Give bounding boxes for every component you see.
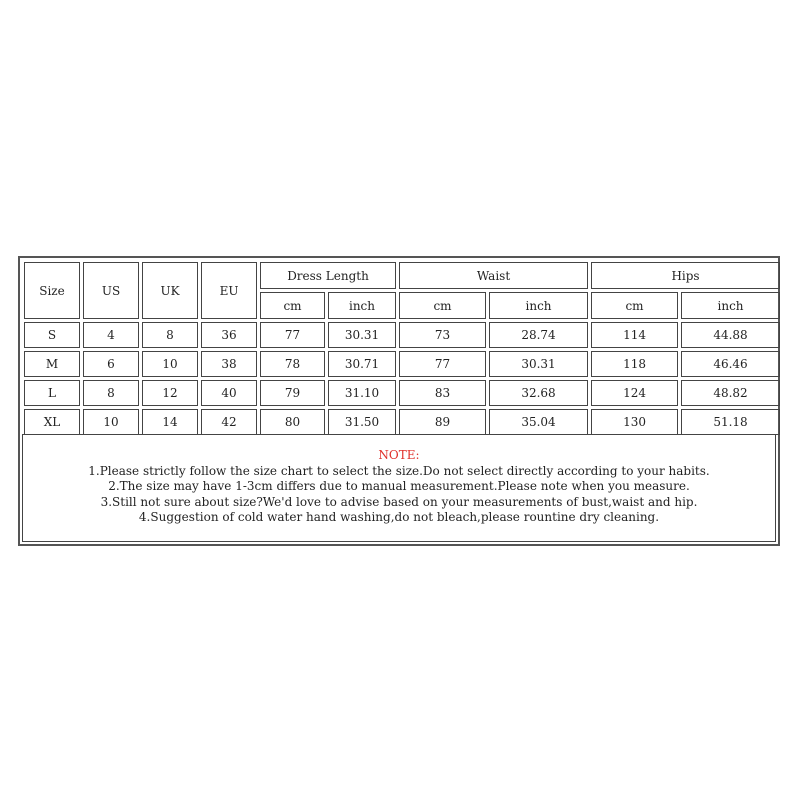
unit-hips-inch: inch [681,292,780,319]
cell-hips-cm: 118 [591,351,678,377]
cell-waist-inch: 30.31 [489,351,588,377]
size-chart [18,256,780,546]
note-title: NOTE: [378,448,420,462]
cell-hips-inch: 48.82 [681,380,780,406]
cell-us: 4 [83,322,139,348]
cell-waist-inch: 28.74 [489,322,588,348]
cell-hips-cm: 114 [591,322,678,348]
header-hips: Hips [591,262,780,289]
cell-dress-inch: 31.10 [328,380,396,406]
cell-size: M [24,351,80,377]
notes-box [22,434,776,542]
table-row [24,351,780,377]
cell-hips-inch: 44.88 [681,322,780,348]
cell-dress-inch: 30.31 [328,322,396,348]
unit-waist-cm: cm [399,292,486,319]
cell-hips-inch: 46.46 [681,351,780,377]
header-uk: UK [142,262,198,319]
cell-hips-cm: 130 [591,409,678,435]
cell-waist-inch: 32.68 [489,380,588,406]
unit-hips-cm: cm [591,292,678,319]
note-line-3: 3.Still not sure about size?We'd love to advise based on your measurements of bust,waist and hip. [100,494,698,509]
header-row-top [24,262,780,289]
cell-dress-inch: 30.71 [328,351,396,377]
cell-waist-cm: 77 [399,351,486,377]
cell-us: 10 [83,409,139,435]
cell-uk: 8 [142,322,198,348]
cell-us: 8 [83,380,139,406]
cell-dress-cm: 80 [260,409,325,435]
cell-eu: 40 [201,380,257,406]
header-us: US [83,262,139,319]
cell-waist-cm: 89 [399,409,486,435]
cell-eu: 38 [201,351,257,377]
table-row [24,409,780,435]
unit-waist-inch: inch [489,292,588,319]
cell-dress-cm: 79 [260,380,325,406]
cell-size: L [24,380,80,406]
table-row [24,322,780,348]
cell-size: S [24,322,80,348]
note-line-4: 4.Suggestion of cold water hand washing,do not bleach,please rountine dry cleaning. [138,510,660,524]
cell-us: 6 [83,351,139,377]
header-dress-length: Dress Length [260,262,396,289]
cell-eu: 42 [201,409,257,435]
note-line-2: 2.The size may have 1-3cm differs due to manual measurement.Please note when you measure. [108,479,690,493]
cell-uk: 14 [142,409,198,435]
cell-dress-cm: 77 [260,322,325,348]
cell-uk: 10 [142,351,198,377]
cell-dress-cm: 78 [260,351,325,377]
cell-waist-cm: 73 [399,322,486,348]
size-table [21,259,783,438]
unit-dress-cm: cm [260,292,325,319]
cell-hips-inch: 51.18 [681,409,780,435]
table-row [24,380,780,406]
cell-uk: 12 [142,380,198,406]
cell-hips-cm: 124 [591,380,678,406]
cell-size: XL [24,409,80,435]
note-line-1: 1.Please strictly follow the size chart to select the size.Do not select directly according to your habits. [88,463,710,478]
unit-dress-inch: inch [328,292,396,319]
cell-eu: 36 [201,322,257,348]
cell-waist-inch: 35.04 [489,409,588,435]
header-size: Size [24,262,80,319]
cell-waist-cm: 83 [399,380,486,406]
header-eu: EU [201,262,257,319]
cell-dress-inch: 31.50 [328,409,396,435]
header-waist: Waist [399,262,588,289]
